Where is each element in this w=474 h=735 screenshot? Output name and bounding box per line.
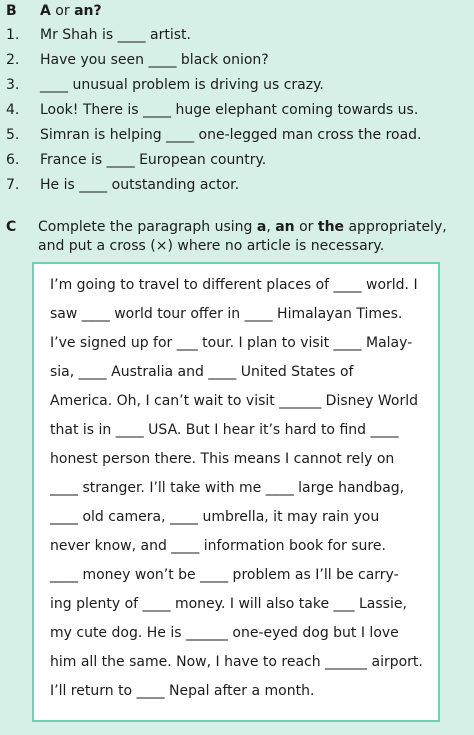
paragraph-line: my cute dog. He is ______ one-eyed dog but I love [50,625,399,641]
instruction-text: Complete the paragraph using [38,219,257,235]
section-b-title [40,0,102,22]
item-number: 4. [6,102,20,118]
paragraph-line: I’m going to travel to different places of ____ world. I [50,277,418,293]
paragraph-line: ____ stranger. I’ll take with me ____ large handbag, [50,480,405,496]
instruction-or: or [294,219,318,235]
item-sentence: Simran is helping ____ one-legged man cross the road. [40,127,422,143]
item-number: 7. [6,177,20,193]
item-number: 1. [6,27,20,43]
paragraph-line: that is in ____ USA. But I hear it’s hard to find ____ [50,422,399,438]
section-b-letter: B [6,3,17,19]
item-sentence: ____ unusual problem is driving us crazy. [40,77,324,93]
item-sentence: Mr Shah is ____ artist. [40,27,191,43]
paragraph-line: sia, ____ Australia and ____ United States of [50,364,354,380]
instruction-text-3: and put a cross (×) where no article is necessary. [38,238,385,254]
section-c-instructions [38,218,468,256]
paragraph-line: never know, and ____ information book for sure. [50,538,386,554]
paragraph-line: honest person there. This means I cannot rely on [50,451,395,467]
paragraph-line: him all the same. Now, I have to reach ______ airport. [50,654,423,670]
paragraph-line: ____ money won’t be ____ problem as I’ll be carry- [50,567,399,583]
paragraph-box [32,262,440,722]
item-sentence: Look! There is ____ huge elephant coming towards us. [40,102,419,118]
paragraph-line: ing plenty of ____ money. I will also take ___ Lassie, [50,596,407,612]
item-number: 3. [6,77,20,93]
article-an: an [275,219,295,235]
item-sentence: France is ____ European country. [40,152,267,168]
article-a: a [256,219,267,235]
instruction-comma: , [266,219,276,235]
paragraph-line: I’ve signed up for ___ tour. I plan to visit ____ Malay- [50,335,413,351]
section-c-letter: C [6,219,17,235]
title-a: A [40,3,51,19]
title-an: an? [74,3,102,19]
paragraph-line: America. Oh, I can’t wait to visit ______ Disney World [50,393,418,409]
article-the: the [317,219,345,235]
item-sentence: Have you seen ____ black onion? [40,52,269,68]
instruction-text-2: appropriately, [344,219,447,235]
item-sentence: He is ____ outstanding actor. [40,177,240,193]
paragraph-line: ____ old camera, ____ umbrella, it may rain you [50,509,380,525]
item-number: 5. [6,127,20,143]
item-number: 6. [6,152,20,168]
paragraph-line: saw ____ world tour offer in ____ Himalayan Times. [50,306,403,322]
title-or: or [50,3,75,19]
item-number: 2. [6,52,20,68]
paragraph-line: I’ll return to ____ Nepal after a month. [50,683,315,699]
